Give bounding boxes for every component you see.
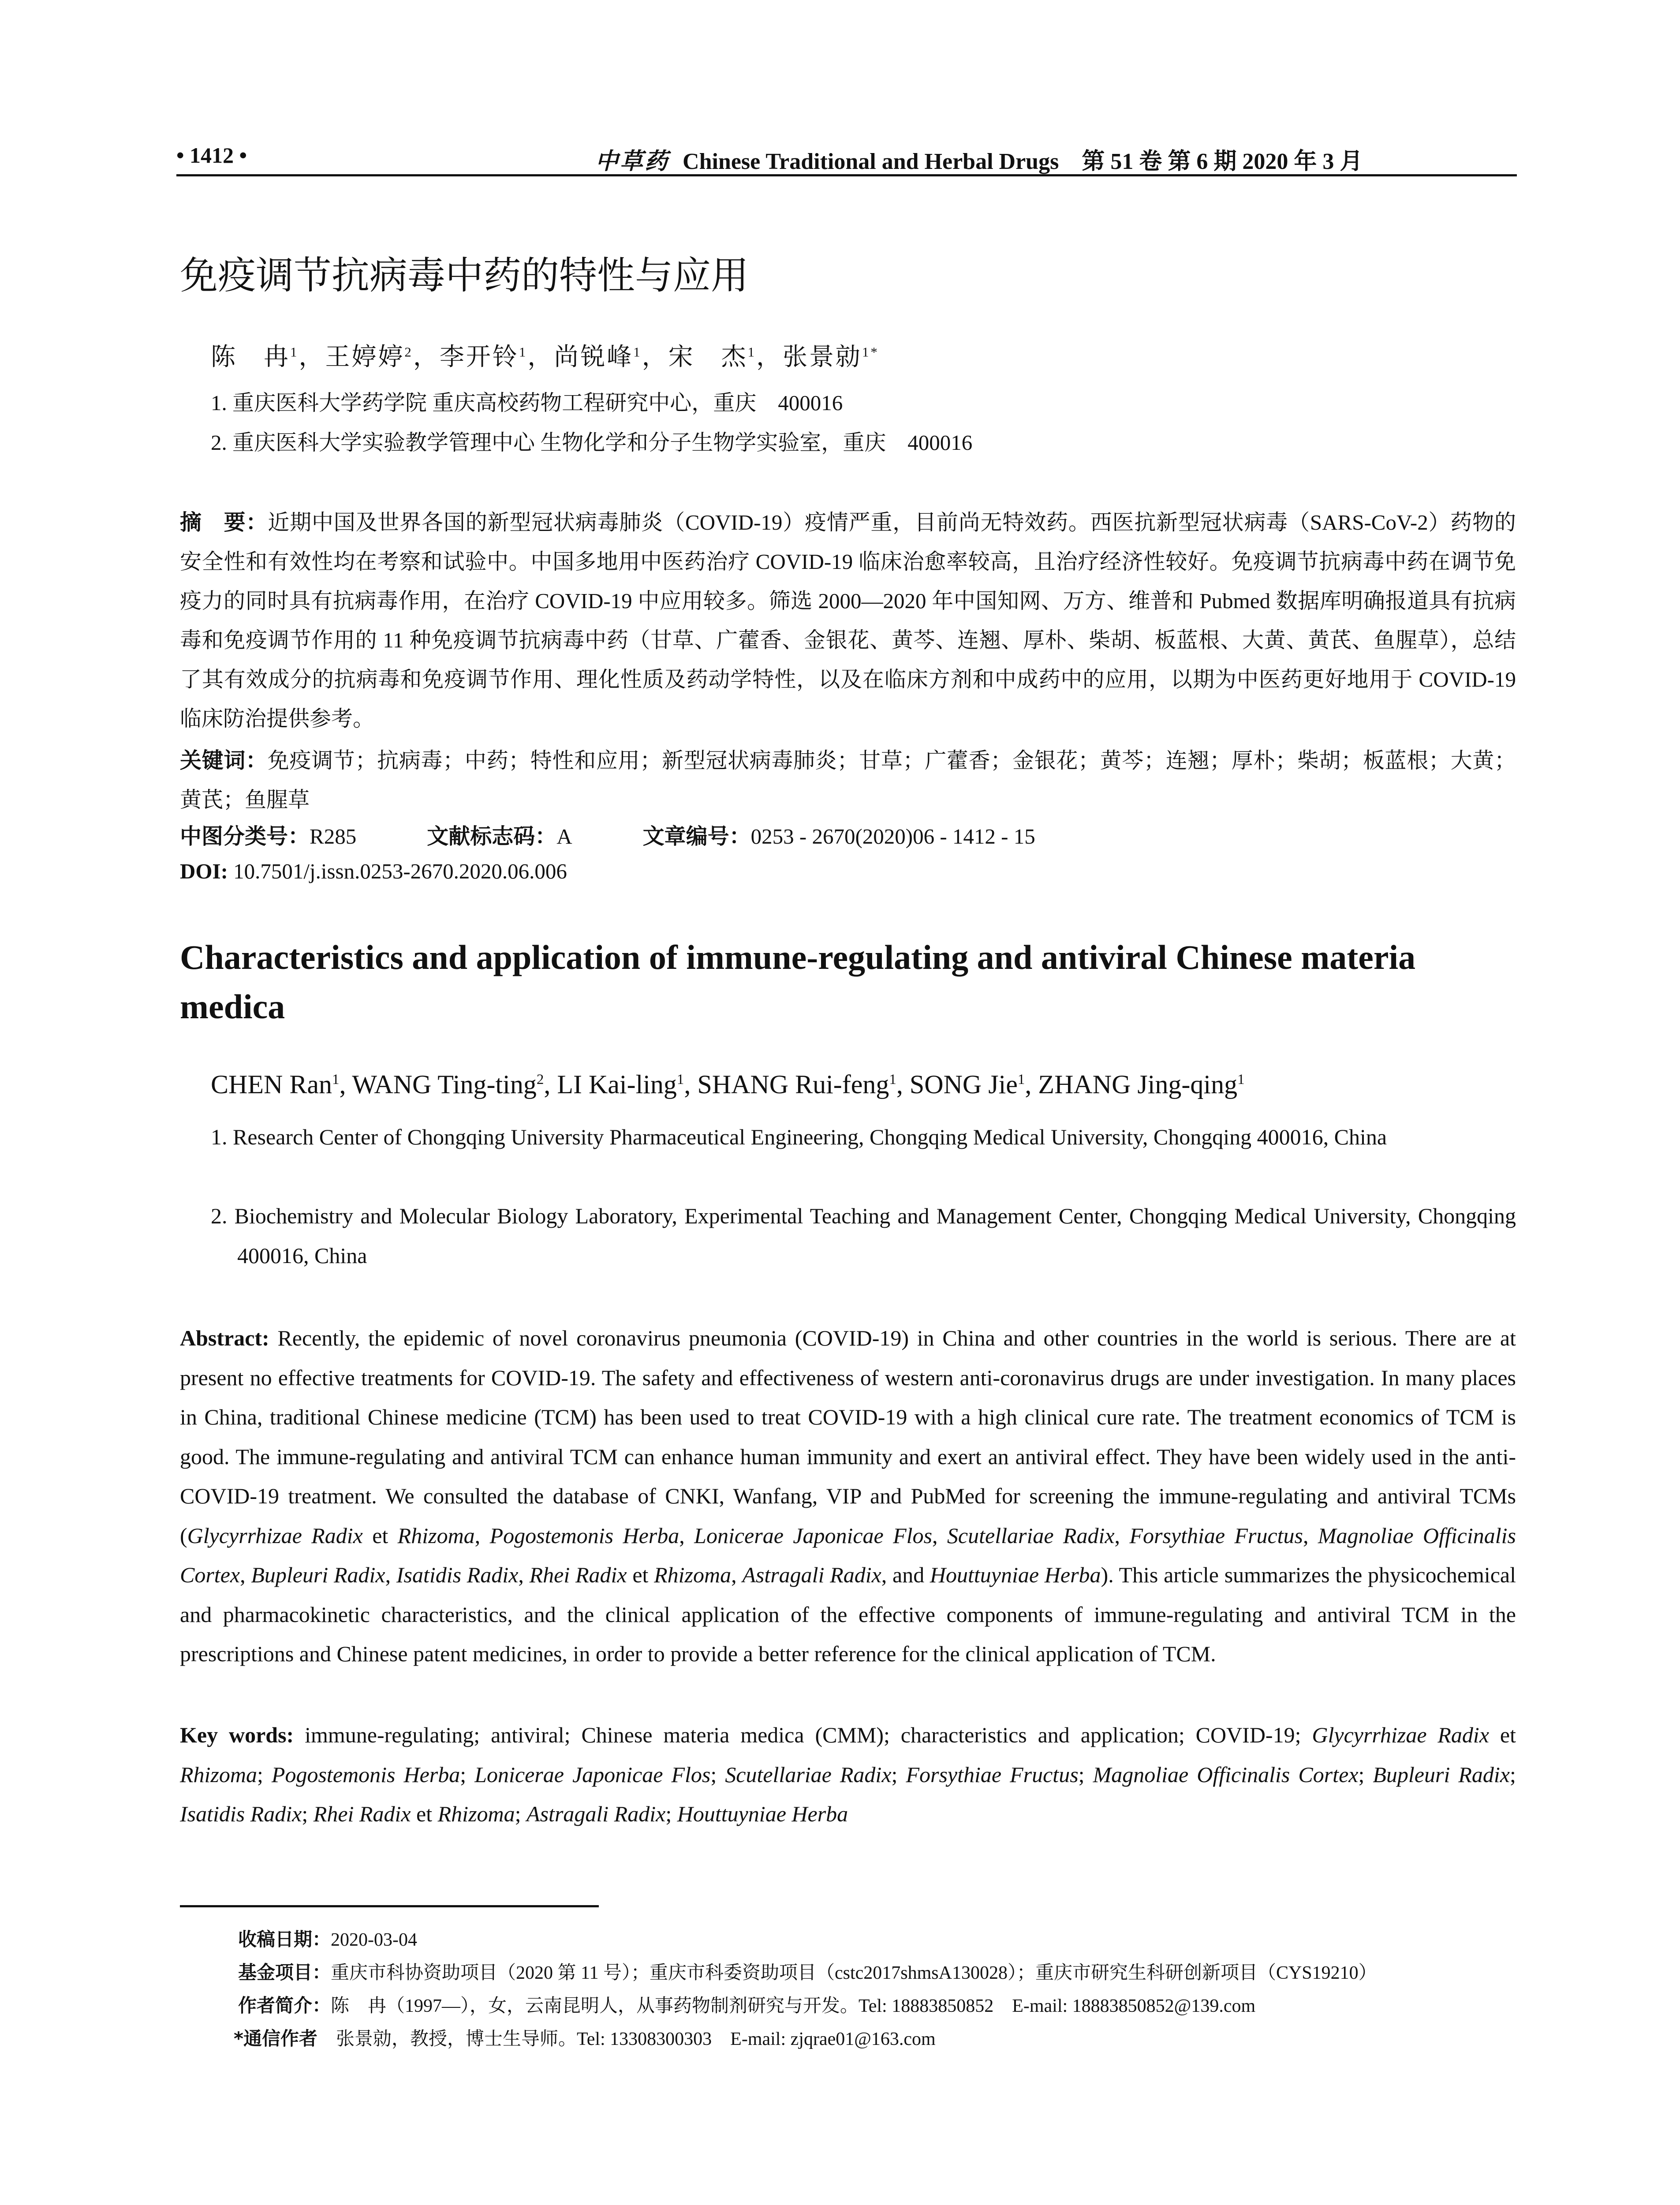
keyword-text-run: ; (460, 1762, 475, 1787)
abstract-text-run: Lonicerae Japonicae Flos (694, 1523, 933, 1548)
chinese-author-name: 王婷婷 (325, 344, 405, 371)
abstract-text-run: , (474, 1523, 490, 1548)
keyword-text-run: ; (1078, 1762, 1093, 1787)
chinese-author-affiliation-mark: 1 (519, 344, 528, 360)
abstract-text-run: , (731, 1562, 743, 1587)
chinese-affiliation-1: 1. 重庆医科大学药学院 重庆高校药物工程研究中心，重庆 400016 (211, 391, 843, 415)
abstract-text-run: Pogostemonis Herba (489, 1523, 679, 1548)
keyword-text-run: Houttuyniae Herba (677, 1801, 848, 1826)
english-affiliation-1: 1. Research Center of Chongqing University Pharmaceutical Engineering, Chongqing Medical University, Chongqing 400016, China (211, 1125, 1387, 1149)
keyword-text-run: Isatidis Radix (180, 1801, 302, 1826)
chinese-keywords-label: 关键词： (180, 748, 268, 773)
doc-code-value: A (556, 824, 572, 848)
english-abstract (180, 1319, 1516, 1674)
english-author-name: ZHANG Jing-qing (1038, 1070, 1238, 1099)
english-keywords (180, 1715, 1516, 1834)
chinese-keywords-text: 免疫调节；抗病毒；中药；特性和应用；新型冠状病毒肺炎；甘草；广藿香；金银花；黄芩；连翘；厚朴；柴胡；板蓝根；大黄；黄芪；鱼腥草 (180, 748, 1516, 812)
abstract-text-run: ). This article summarizes the physicochemical and pharmacokinetic characteristics, and the clinical application of the effective components of immune-regulating and antiviral TCM in the prescriptions and Chinese patent medicines, in order to provide a better reference for the clinical application of TCM. (180, 1562, 1516, 1666)
english-author-affiliation-mark: 1 (332, 1072, 340, 1088)
keyword-text-run: ; (1358, 1762, 1373, 1787)
footnote-received (238, 1925, 417, 1951)
keyword-text-run: immune-regulating; antiviral; Chinese materia medica (CMM); characteristics and application; COVID-19; (294, 1723, 1312, 1747)
english-keywords-label: Key words: (180, 1723, 294, 1747)
keyword-text-run: ; (710, 1762, 725, 1787)
keyword-text-run: et (411, 1801, 438, 1826)
abstract-text-run: , and (881, 1562, 930, 1587)
chinese-author-affiliation-mark: 1 (747, 344, 757, 360)
keyword-text-run: Lonicerae Japonicae Flos (474, 1762, 711, 1787)
chinese-author-name: 陈 冉 (211, 344, 290, 371)
abstract-text-run: et (627, 1562, 654, 1587)
abstract-text-run: , (240, 1562, 251, 1587)
article-no-label: 文章编号： (642, 824, 751, 849)
chinese-affiliation-2: 2. 重庆医科大学实验教学管理中心 生物化学和分子生物学实验室，重庆 400016 (211, 430, 973, 455)
chinese-author-affiliation-mark: 1 (290, 344, 299, 360)
abstract-text-run: , (385, 1562, 396, 1587)
english-author-name: SONG Jie (909, 1070, 1018, 1099)
english-author-name: LI Kai-ling (557, 1070, 677, 1099)
english-author-affiliation-mark: 1 (889, 1072, 896, 1088)
chinese-title: 免疫调节抗病毒中药的特性与应用 (180, 254, 749, 298)
received-label: 收稿日期： (238, 1928, 331, 1950)
chinese-keywords (180, 741, 1516, 819)
english-keywords-text (180, 1723, 1516, 1826)
keyword-text-run: ; (257, 1762, 272, 1787)
chinese-abstract (180, 503, 1516, 738)
keyword-text-run: et (1489, 1723, 1516, 1747)
author-bio-label: 作者简介： (238, 1995, 331, 2016)
abstract-text-run: Astragali Radix (742, 1562, 881, 1587)
abstract-text-run: , (1114, 1523, 1130, 1548)
footnote-divider (180, 1905, 599, 1907)
english-author-name: WANG Ting-ting (352, 1070, 537, 1099)
journal-info (595, 142, 1363, 176)
keyword-text-run: ; (515, 1801, 527, 1826)
abstract-text-run: Glycyrrhizae Radix (187, 1523, 363, 1548)
chinese-abstract-label: 摘 要： (180, 510, 268, 535)
keyword-text-run: Rhizoma (437, 1801, 515, 1826)
chinese-author-name: 宋 杰 (668, 344, 748, 371)
abstract-text-run: Isatidis Radix (396, 1562, 519, 1587)
clc-value: R285 (310, 824, 357, 848)
doi-value: 10.7501/j.issn.0253-2670.2020.06.006 (233, 859, 567, 883)
keyword-text-run: ; (302, 1801, 314, 1826)
english-abstract-text (180, 1326, 1516, 1666)
keyword-text-run: Magnoliae Officinalis Cortex (1093, 1762, 1359, 1787)
chinese-author-affiliation-mark: 1 (633, 344, 642, 360)
keyword-text-run: ; (665, 1801, 677, 1826)
english-author-name: SHANG Rui-feng (697, 1070, 889, 1099)
corresponding-label: *通信作者 (234, 2028, 317, 2049)
chinese-author-name: 张景勍 (783, 344, 862, 371)
keyword-text-run: Astragali Radix (526, 1801, 666, 1826)
abstract-text-run: Scutellariae Radix (947, 1523, 1115, 1548)
keyword-text-run: ; (891, 1762, 906, 1787)
doc-code-label: 文献标志码： (427, 824, 557, 849)
abstract-text-run: Bupleuri Radix (251, 1562, 385, 1587)
abstract-text-run: Rhei Radix (529, 1562, 627, 1587)
english-author-name: CHEN Ran (211, 1070, 332, 1099)
chinese-authors: 陈 冉$^1$，王婷婷$^2$，李开铃$^1$，尚锐峰$^1$，宋 杰$^1$，张景勍$^{1*}$ (211, 344, 879, 371)
clc-label: 中图分类号： (180, 824, 310, 849)
page-number: • 1412 • (176, 143, 247, 168)
english-author-affiliation-mark: 1 (1017, 1072, 1025, 1088)
abstract-text-run: Houttuyniae Herba (930, 1562, 1101, 1587)
abstract-text-run: , (1303, 1523, 1318, 1548)
abstract-text-run: , (932, 1523, 947, 1548)
keyword-text-run: Forsythiae Fructus (906, 1762, 1079, 1787)
chinese-author-affiliation-mark: 1* (862, 344, 879, 360)
keyword-text-run: Scutellariae Radix (725, 1762, 892, 1787)
author-bio-text: 陈 冉（1997—），女，云南昆明人，从事药物制剂研究与开发。Tel: 18883850852 E-mail: 18883850852@139.com (331, 1996, 1256, 2016)
abstract-text-run: Rhizoma (654, 1562, 732, 1587)
english-author-affiliation-mark: 1 (676, 1072, 684, 1088)
keyword-text-run: Bupleuri Radix (1373, 1762, 1510, 1787)
chinese-author-affiliation-mark: 2 (404, 344, 413, 360)
journal-logo: 中草药 (595, 148, 670, 175)
english-author-affiliation-mark: 2 (536, 1072, 544, 1088)
keyword-text-run: Rhei Radix (313, 1801, 411, 1826)
classification-line (180, 819, 1035, 850)
footnote-fund (238, 1958, 1377, 1984)
english-authors: CHEN Ran$^1$, WANG Ting-ting$^2$, LI Kai-ling$^1$, SHANG Rui-feng$^1$, SONG Jie$^1$, ZHANG Jing-qing$^1$ (211, 1070, 1245, 1099)
abstract-text-run: Rhizoma (397, 1523, 475, 1548)
chinese-abstract-text: 近期中国及世界各国的新型冠状病毒肺炎（COVID-19）疫情严重，目前尚无特效药。西医抗新型冠状病毒（SARS-CoV-2）药物的安全性和有效性均在考察和试验中。中国多地用中医药治疗 COVID-19 临床治愈率较高，且治疗经济性较好。免疫调节抗病毒中药在调节免疫力的同时具有抗病毒作用，在治疗 COVID-19 中应用较多。筛选 2000—2020 年中国知网、万方、维普和 Pubmed 数据库明确报道具有抗病毒和免疫调节作用的 11 种免疫调节抗病毒中药（甘草、广藿香、金银花、黄芩、连翘、厚朴、柴胡、板蓝根、大黄、黄芪、鱼腥草），总结了其有效成分的抗病毒和免疫调节作用、理化性质及药动学特性，以及在临床方剂和中成药中的应用，以期为中医药更好地用于 COVID-19 临床防治提供参考。 (180, 510, 1516, 731)
abstract-text-run: , (518, 1562, 530, 1587)
english-abstract-label: Abstract: (180, 1326, 269, 1350)
received-date: 2020-03-04 (331, 1930, 417, 1950)
abstract-text-run: Recently, the epidemic of novel coronavirus pneumonia (COVID-19) in China and other countries in the world is serious. There are at present no effective treatments for COVID-19. The safety and effectiveness of western anti-coronavirus drugs are under investigation. In many places in China, traditional Chinese medicine (TCM) has been used to treat COVID-19 with a high clinical cure rate. The treatment economics of TCM is good. The immune-regulating and antiviral TCM can enhance human immunity and exert an antiviral effect. They have been widely used in the anti-COVID-19 treatment. We consulted the database of CNKI, Wanfang, VIP and PubMed for screening the immune-regulating and antiviral TCMs ( (180, 1326, 1516, 1548)
corresponding-text: 张景勍，教授，博士生导师。Tel: 13308300303 E-mail: zjqrae01@163.com (317, 2029, 936, 2049)
article-no-value: 0253 - 2670(2020)06 - 1412 - 15 (750, 824, 1035, 848)
keyword-text-run: Pogostemonis Herba (271, 1762, 460, 1787)
fund-text: 重庆市科协资助项目（2020 第 11 号）；重庆市科委资助项目（cstc2017shmsA130028）；重庆市研究生科研创新项目（CYS19210） (331, 1963, 1377, 1983)
chinese-author-name: 李开铃 (439, 344, 519, 371)
abstract-text-run: , (679, 1523, 694, 1548)
footnote-author (238, 1991, 1255, 2018)
doi-label: DOI: (180, 859, 228, 883)
running-header (176, 135, 1517, 176)
doi-line (180, 859, 567, 884)
keyword-text-run: Glycyrrhizae Radix (1312, 1723, 1490, 1747)
abstract-text-run: Forsythiae Fructus (1129, 1523, 1303, 1548)
footnote-corresponding (234, 2024, 936, 2051)
keyword-text-run: ; (1510, 1762, 1516, 1787)
keyword-text-run: Rhizoma (180, 1762, 257, 1787)
abstract-text-run: et (362, 1523, 398, 1548)
fund-label: 基金项目： (238, 1962, 331, 1983)
journal-line: Chinese Traditional and Herbal Drugs 第 51 卷 第 6 期 2020 年 3 月 (683, 149, 1363, 174)
english-author-affiliation-mark: 1 (1237, 1072, 1245, 1088)
english-affiliation-2: 2. Biochemistry and Molecular Biology Laboratory, Experimental Teaching and Management Center, Chongqing Medical University, Chongqing 400016, China (211, 1203, 1516, 1268)
english-title: Characteristics and application of immune-regulating and antiviral Chinese materia medica (180, 938, 1416, 1026)
chinese-author-name: 尚锐峰 (554, 344, 634, 371)
abstract-text-run: Magnoliae Officinalis Cortex (180, 1523, 1516, 1587)
